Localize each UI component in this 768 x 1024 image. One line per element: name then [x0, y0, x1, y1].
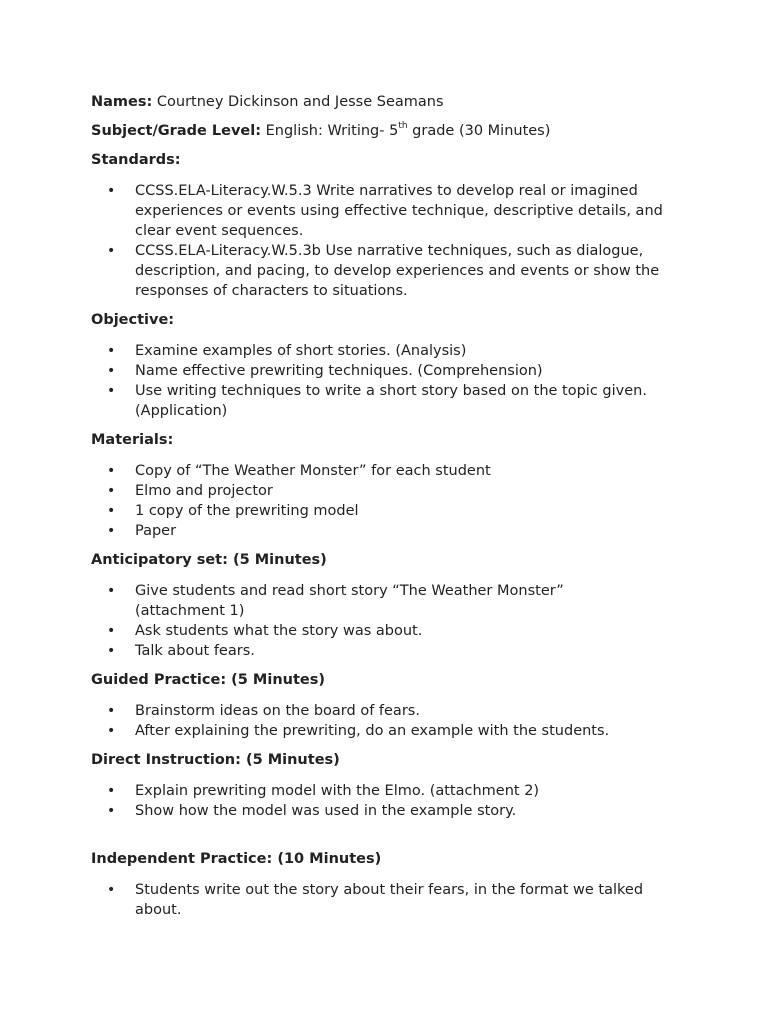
- direct-list: [91, 781, 691, 821]
- list-item: • Use writing techniques to write a short story based on the topic given. (Application): [135, 381, 691, 421]
- list-item: • Talk about fears.: [135, 641, 691, 661]
- list-item: • Explain prewriting model with the Elmo. (attachment 2): [135, 781, 691, 801]
- list-item: • CCSS.ELA-Literacy.W.5.3 Write narratives to develop real or imagined experiences or events using effective technique, descriptive details, and clear event sequences.: [135, 181, 691, 241]
- list-item: • Elmo and projector: [135, 481, 691, 501]
- names-value: Courtney Dickinson and Jesse Seamans: [156, 94, 444, 110]
- list-item: • Ask students what the story was about.: [135, 621, 691, 641]
- anticipatory-list: [91, 581, 691, 661]
- list-item: • Paper: [135, 521, 691, 541]
- section-spacer: [91, 830, 691, 849]
- names-line: [91, 92, 691, 112]
- guided-list: [91, 701, 691, 741]
- subject-label: Subject/Grade Level:: [91, 123, 261, 139]
- lesson-plan: [91, 92, 691, 929]
- independent-list: [91, 880, 691, 920]
- subject-value-post: grade (30 Minutes): [407, 123, 551, 139]
- names-label: Names:: [91, 94, 153, 110]
- list-item: • Brainstorm ideas on the board of fears.: [135, 701, 691, 721]
- objective-list: [91, 341, 691, 421]
- anticipatory-heading: Anticipatory set: (5 Minutes): [91, 552, 327, 568]
- materials-list: [91, 461, 691, 541]
- guided-heading: Guided Practice: (5 Minutes): [91, 672, 326, 688]
- list-item: • Students write out the story about their fears, in the format we talked about.: [135, 880, 691, 920]
- list-item: • Give students and read short story “The Weather Monster” (attachment 1): [135, 581, 595, 621]
- list-item: • Examine examples of short stories. (Analysis): [135, 341, 691, 361]
- direct-heading: Direct Instruction: (5 Minutes): [91, 752, 340, 768]
- subject-line: [91, 121, 691, 141]
- independent-heading: Independent Practice: (10 Minutes): [91, 851, 382, 867]
- list-item: • Show how the model was used in the example story.: [135, 801, 691, 821]
- subject-value-pre: English: Writing- 5: [265, 123, 399, 139]
- list-item: • Copy of “The Weather Monster” for each student: [135, 461, 691, 481]
- materials-heading: Materials:: [91, 432, 174, 448]
- objective-heading: Objective:: [91, 312, 175, 328]
- list-item: • Name effective prewriting techniques. (Comprehension): [135, 361, 691, 381]
- list-item: • 1 copy of the prewriting model: [135, 501, 691, 521]
- list-item: • After explaining the prewriting, do an example with the students.: [135, 721, 691, 741]
- standards-list: [91, 181, 691, 301]
- standards-heading: Standards:: [91, 152, 181, 168]
- list-item: • CCSS.ELA-Literacy.W.5.3b Use narrative techniques, such as dialogue, description, and pacing, to develop experiences and events or show the responses of characters to situations.: [135, 241, 691, 301]
- subject-grade-superscript: th: [398, 121, 408, 132]
